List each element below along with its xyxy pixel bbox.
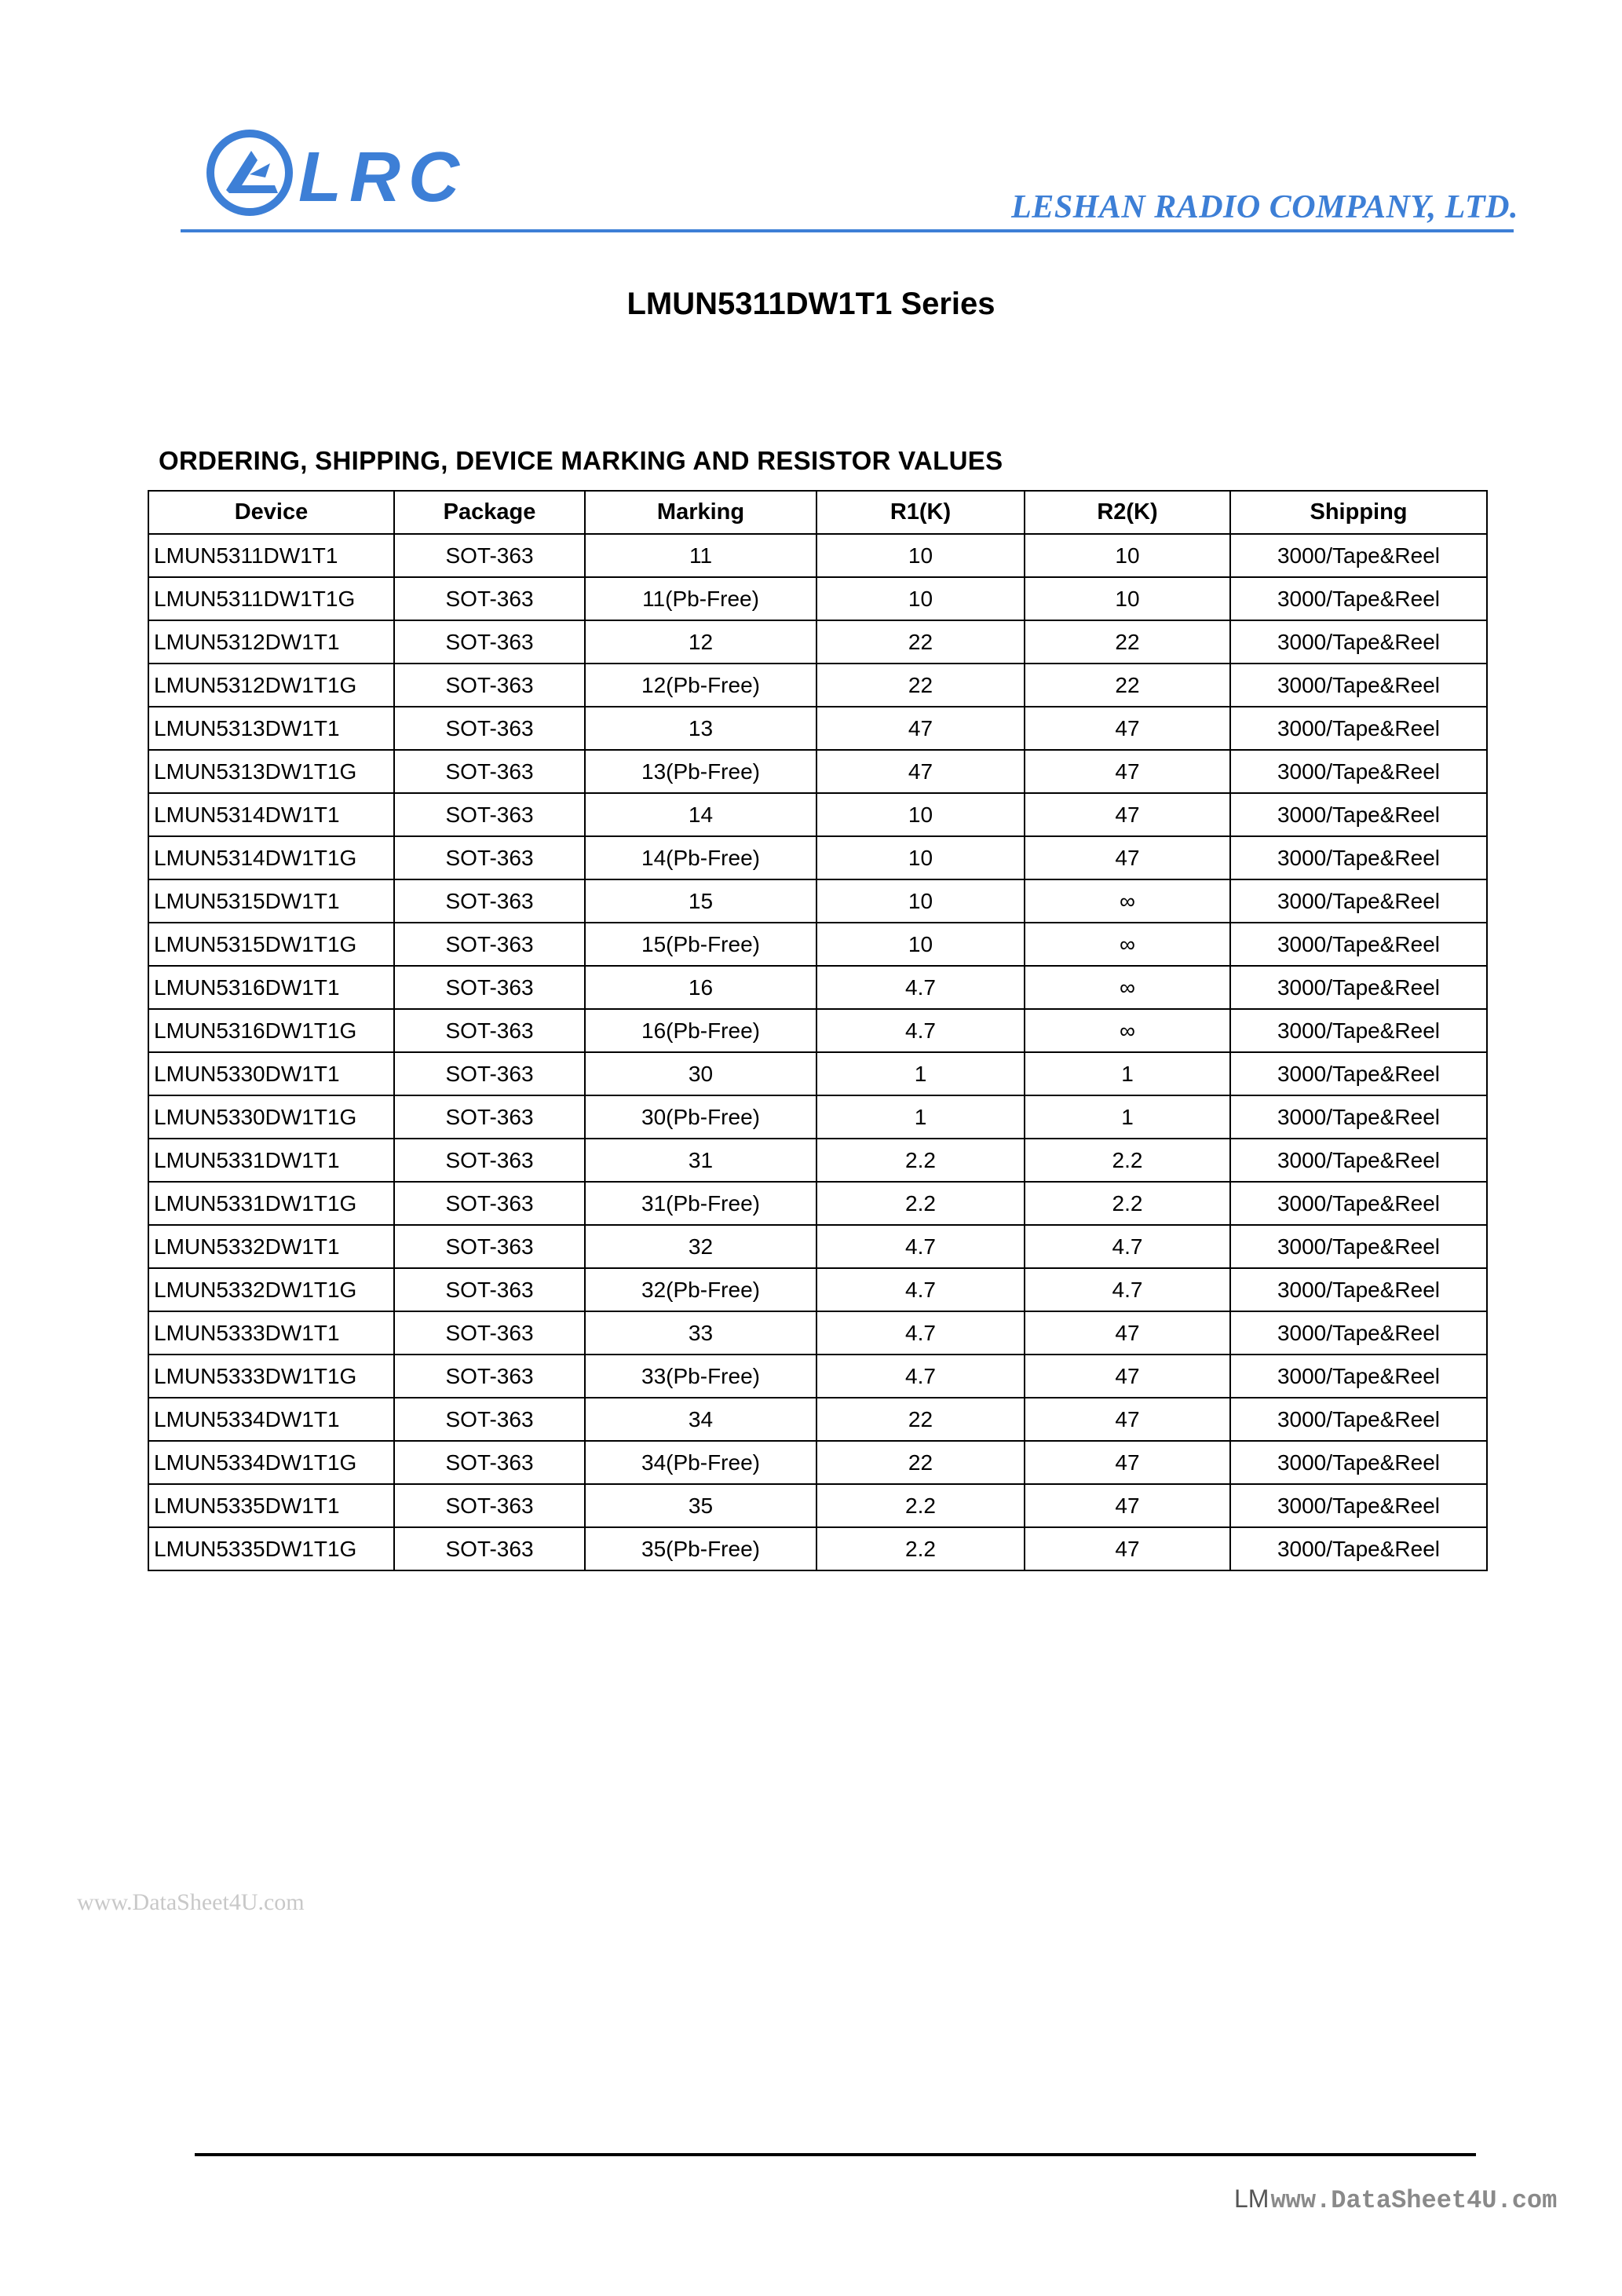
cell-r1: 22	[816, 664, 1025, 707]
cell-device: LMUN5315DW1T1G	[148, 923, 394, 966]
cell-device: LMUN5335DW1T1G	[148, 1527, 394, 1570]
cell-r2: 4.7	[1025, 1225, 1230, 1268]
cell-package: SOT-363	[394, 923, 585, 966]
cell-r2: ∞	[1025, 879, 1230, 923]
cell-r1: 47	[816, 707, 1025, 750]
cell-marking: 13	[585, 707, 816, 750]
cell-marking: 34(Pb-Free)	[585, 1441, 816, 1484]
cell-device: LMUN5331DW1T1	[148, 1139, 394, 1182]
cell-r1: 4.7	[816, 1355, 1025, 1398]
cell-marking: 32(Pb-Free)	[585, 1268, 816, 1311]
cell-r1: 10	[816, 534, 1025, 577]
footer-prefix: LM	[1234, 2184, 1269, 2213]
cell-r2: 47	[1025, 836, 1230, 879]
table-row	[148, 793, 1487, 836]
table-row	[148, 1355, 1487, 1398]
cell-package: SOT-363	[394, 1052, 585, 1095]
cell-r2: 2.2	[1025, 1139, 1230, 1182]
cell-package: SOT-363	[394, 1484, 585, 1527]
cell-package: SOT-363	[394, 1398, 585, 1441]
cell-r1: 4.7	[816, 1268, 1025, 1311]
cell-package: SOT-363	[394, 836, 585, 879]
header-r1: R1(K)	[816, 491, 1025, 534]
cell-r2: 10	[1025, 534, 1230, 577]
cell-device: LMUN5316DW1T1G	[148, 1009, 394, 1052]
cell-device: LMUN5330DW1T1G	[148, 1095, 394, 1139]
cell-r2: ∞	[1025, 1009, 1230, 1052]
cell-shipping: 3000/Tape&Reel	[1230, 1139, 1487, 1182]
watermark: www.DataSheet4U.com	[77, 1889, 305, 1915]
cell-marking: 31	[585, 1139, 816, 1182]
cell-shipping: 3000/Tape&Reel	[1230, 1009, 1487, 1052]
table-row	[148, 1009, 1487, 1052]
cell-r1: 10	[816, 923, 1025, 966]
table-row	[148, 836, 1487, 879]
cell-device: LMUN5333DW1T1	[148, 1311, 394, 1355]
footer	[1234, 2184, 1557, 2215]
table-row	[148, 1139, 1487, 1182]
cell-r1: 10	[816, 879, 1025, 923]
cell-package: SOT-363	[394, 707, 585, 750]
cell-marking: 11	[585, 534, 816, 577]
cell-r2: 2.2	[1025, 1182, 1230, 1225]
cell-package: SOT-363	[394, 1225, 585, 1268]
table-row	[148, 879, 1487, 923]
header-r2: R2(K)	[1025, 491, 1230, 534]
cell-device: LMUN5312DW1T1	[148, 620, 394, 664]
cell-shipping: 3000/Tape&Reel	[1230, 1182, 1487, 1225]
cell-marking: 15(Pb-Free)	[585, 923, 816, 966]
table-row	[148, 577, 1487, 620]
cell-marking: 34	[585, 1398, 816, 1441]
cell-shipping: 3000/Tape&Reel	[1230, 1095, 1487, 1139]
cell-r1: 2.2	[816, 1484, 1025, 1527]
cell-marking: 16	[585, 966, 816, 1009]
cell-shipping: 3000/Tape&Reel	[1230, 923, 1487, 966]
cell-package: SOT-363	[394, 1139, 585, 1182]
cell-r2: 47	[1025, 1441, 1230, 1484]
cell-package: SOT-363	[394, 1527, 585, 1570]
lrc-logo	[203, 126, 485, 220]
cell-marking: 16(Pb-Free)	[585, 1009, 816, 1052]
cell-r1: 4.7	[816, 1311, 1025, 1355]
cell-device: LMUN5330DW1T1	[148, 1052, 394, 1095]
cell-r1: 10	[816, 836, 1025, 879]
cell-package: SOT-363	[394, 879, 585, 923]
cell-marking: 32	[585, 1225, 816, 1268]
header-package: Package	[394, 491, 585, 534]
cell-r2: 47	[1025, 707, 1230, 750]
company-name: LESHAN RADIO COMPANY, LTD.	[1011, 189, 1518, 225]
cell-shipping: 3000/Tape&Reel	[1230, 1225, 1487, 1268]
cell-device: LMUN5315DW1T1	[148, 879, 394, 923]
cell-shipping: 3000/Tape&Reel	[1230, 1268, 1487, 1311]
table-row	[148, 707, 1487, 750]
table-row	[148, 620, 1487, 664]
table-row	[148, 664, 1487, 707]
cell-device: LMUN5311DW1T1	[148, 534, 394, 577]
logo-text: LRC	[298, 138, 467, 217]
cell-r2: 22	[1025, 620, 1230, 664]
cell-shipping: 3000/Tape&Reel	[1230, 1311, 1487, 1355]
logo-emblem-icon	[210, 133, 289, 212]
cell-marking: 12(Pb-Free)	[585, 664, 816, 707]
cell-shipping: 3000/Tape&Reel	[1230, 707, 1487, 750]
cell-device: LMUN5313DW1T1	[148, 707, 394, 750]
footer-divider	[195, 2153, 1476, 2156]
cell-package: SOT-363	[394, 577, 585, 620]
cell-r2: 47	[1025, 1355, 1230, 1398]
cell-shipping: 3000/Tape&Reel	[1230, 750, 1487, 793]
cell-device: LMUN5335DW1T1	[148, 1484, 394, 1527]
cell-r1: 10	[816, 793, 1025, 836]
header-marking: Marking	[585, 491, 816, 534]
cell-device: LMUN5314DW1T1G	[148, 836, 394, 879]
cell-r2: 10	[1025, 577, 1230, 620]
cell-package: SOT-363	[394, 1182, 585, 1225]
cell-package: SOT-363	[394, 664, 585, 707]
cell-marking: 30(Pb-Free)	[585, 1095, 816, 1139]
cell-r1: 47	[816, 750, 1025, 793]
cell-package: SOT-363	[394, 793, 585, 836]
table-row	[148, 1268, 1487, 1311]
cell-r2: 47	[1025, 793, 1230, 836]
table-row	[148, 1441, 1487, 1484]
table-row	[148, 750, 1487, 793]
cell-shipping: 3000/Tape&Reel	[1230, 1355, 1487, 1398]
cell-r1: 22	[816, 1441, 1025, 1484]
cell-device: LMUN5312DW1T1G	[148, 664, 394, 707]
cell-package: SOT-363	[394, 534, 585, 577]
cell-package: SOT-363	[394, 1355, 585, 1398]
cell-shipping: 3000/Tape&Reel	[1230, 534, 1487, 577]
cell-shipping: 3000/Tape&Reel	[1230, 879, 1487, 923]
footer-watermark: www.DataSheet4U.com	[1270, 2186, 1558, 2215]
cell-r2: 4.7	[1025, 1268, 1230, 1311]
cell-r1: 10	[816, 577, 1025, 620]
cell-shipping: 3000/Tape&Reel	[1230, 620, 1487, 664]
cell-shipping: 3000/Tape&Reel	[1230, 1052, 1487, 1095]
cell-r1: 4.7	[816, 1009, 1025, 1052]
cell-shipping: 3000/Tape&Reel	[1230, 1441, 1487, 1484]
table-row	[148, 1052, 1487, 1095]
cell-marking: 12	[585, 620, 816, 664]
cell-device: LMUN5331DW1T1G	[148, 1182, 394, 1225]
table-row	[148, 966, 1487, 1009]
cell-device: LMUN5332DW1T1	[148, 1225, 394, 1268]
cell-device: LMUN5316DW1T1	[148, 966, 394, 1009]
cell-marking: 31(Pb-Free)	[585, 1182, 816, 1225]
cell-r2: 47	[1025, 1311, 1230, 1355]
ordering-table	[148, 490, 1488, 1571]
cell-shipping: 3000/Tape&Reel	[1230, 836, 1487, 879]
cell-device: LMUN5313DW1T1G	[148, 750, 394, 793]
cell-package: SOT-363	[394, 1311, 585, 1355]
cell-marking: 35(Pb-Free)	[585, 1527, 816, 1570]
cell-shipping: 3000/Tape&Reel	[1230, 793, 1487, 836]
table-row	[148, 534, 1487, 577]
cell-shipping: 3000/Tape&Reel	[1230, 1527, 1487, 1570]
cell-r2: 22	[1025, 664, 1230, 707]
cell-marking: 15	[585, 879, 816, 923]
cell-package: SOT-363	[394, 1268, 585, 1311]
cell-marking: 35	[585, 1484, 816, 1527]
section-title: ORDERING, SHIPPING, DEVICE MARKING AND RESISTOR VALUES	[159, 446, 1003, 475]
header-device: Device	[148, 491, 394, 534]
cell-r1: 4.7	[816, 1225, 1025, 1268]
table-header-row	[148, 491, 1487, 534]
header-divider	[181, 229, 1514, 232]
cell-device: LMUN5334DW1T1	[148, 1398, 394, 1441]
cell-marking: 33	[585, 1311, 816, 1355]
cell-r1: 1	[816, 1052, 1025, 1095]
cell-shipping: 3000/Tape&Reel	[1230, 664, 1487, 707]
cell-r1: 4.7	[816, 966, 1025, 1009]
table-row	[148, 1095, 1487, 1139]
cell-device: LMUN5314DW1T1	[148, 793, 394, 836]
table-row	[148, 1527, 1487, 1570]
cell-shipping: 3000/Tape&Reel	[1230, 1484, 1487, 1527]
cell-marking: 30	[585, 1052, 816, 1095]
cell-shipping: 3000/Tape&Reel	[1230, 966, 1487, 1009]
cell-device: LMUN5311DW1T1G	[148, 577, 394, 620]
table-row	[148, 1484, 1487, 1527]
cell-r2: 47	[1025, 1484, 1230, 1527]
cell-r2: 47	[1025, 1398, 1230, 1441]
cell-shipping: 3000/Tape&Reel	[1230, 577, 1487, 620]
cell-device: LMUN5333DW1T1G	[148, 1355, 394, 1398]
cell-shipping: 3000/Tape&Reel	[1230, 1398, 1487, 1441]
cell-marking: 11(Pb-Free)	[585, 577, 816, 620]
table-row	[148, 1225, 1487, 1268]
cell-device: LMUN5334DW1T1G	[148, 1441, 394, 1484]
cell-r2: ∞	[1025, 966, 1230, 1009]
cell-package: SOT-363	[394, 1095, 585, 1139]
cell-marking: 33(Pb-Free)	[585, 1355, 816, 1398]
cell-r1: 2.2	[816, 1527, 1025, 1570]
document-title: LMUN5311DW1T1 Series	[627, 287, 995, 321]
cell-package: SOT-363	[394, 966, 585, 1009]
cell-r2: 1	[1025, 1052, 1230, 1095]
cell-marking: 13(Pb-Free)	[585, 750, 816, 793]
cell-r2: 1	[1025, 1095, 1230, 1139]
cell-marking: 14(Pb-Free)	[585, 836, 816, 879]
cell-device: LMUN5332DW1T1G	[148, 1268, 394, 1311]
cell-r1: 2.2	[816, 1182, 1025, 1225]
cell-r1: 22	[816, 620, 1025, 664]
cell-r1: 1	[816, 1095, 1025, 1139]
cell-r2: 47	[1025, 750, 1230, 793]
table-row	[148, 1311, 1487, 1355]
cell-marking: 14	[585, 793, 816, 836]
table-row	[148, 923, 1487, 966]
table-row	[148, 1398, 1487, 1441]
table-row	[148, 1182, 1487, 1225]
cell-r1: 22	[816, 1398, 1025, 1441]
cell-r2: ∞	[1025, 923, 1230, 966]
cell-package: SOT-363	[394, 1441, 585, 1484]
cell-package: SOT-363	[394, 620, 585, 664]
cell-r2: 47	[1025, 1527, 1230, 1570]
header-shipping: Shipping	[1230, 491, 1487, 534]
cell-package: SOT-363	[394, 1009, 585, 1052]
cell-package: SOT-363	[394, 750, 585, 793]
cell-r1: 2.2	[816, 1139, 1025, 1182]
